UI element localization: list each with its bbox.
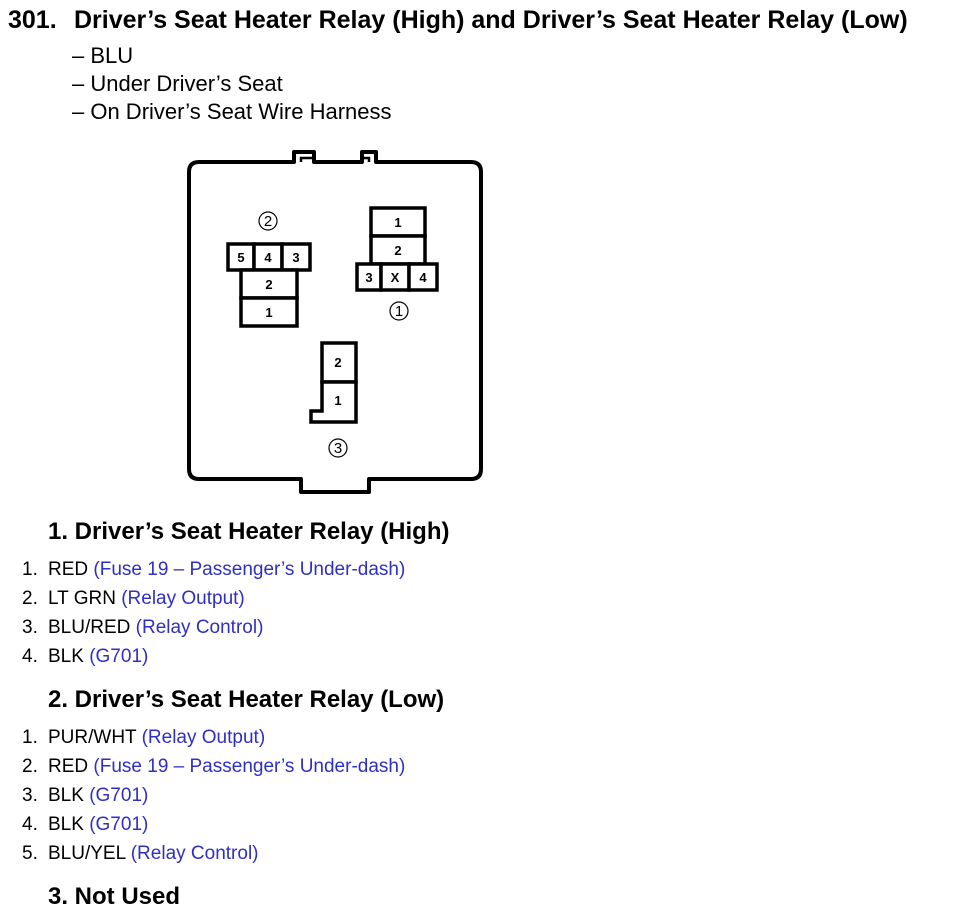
relay-2-marker-label: 2 xyxy=(263,213,273,230)
connector-3-pin-1-label: 1 xyxy=(334,393,342,408)
list-item xyxy=(22,752,405,781)
list-item xyxy=(22,613,405,642)
circuit-description: (G701) xyxy=(89,785,149,806)
wire-color: BLK xyxy=(48,646,84,667)
wire-color: LT GRN xyxy=(48,588,116,609)
circuit-description: (G701) xyxy=(89,814,149,835)
pin-index: 1. xyxy=(22,559,38,580)
connector-3 xyxy=(311,343,356,457)
item-number: 301. xyxy=(8,6,57,34)
wire-color: BLK xyxy=(48,814,84,835)
connector-3-marker-label: 3 xyxy=(333,440,343,457)
relay-2-pin-4-label: 4 xyxy=(264,250,272,265)
wire-color: BLU/RED xyxy=(48,617,131,638)
relay-2-pin-1-label: 1 xyxy=(265,305,273,320)
circuit-description: (Relay Output) xyxy=(141,727,266,748)
circuit-description: (Relay Control) xyxy=(130,843,259,864)
location-detail: – Under Driver’s Seat xyxy=(72,71,283,96)
section-title-relay-high: 1. Driver’s Seat Heater Relay (High) xyxy=(48,518,450,545)
location-details xyxy=(72,42,392,126)
wire-color: RED xyxy=(48,559,89,580)
pin-index: 2. xyxy=(22,756,38,777)
pin-index: 2. xyxy=(22,588,38,609)
relay-2 xyxy=(228,212,310,326)
mounting-detail: – On Driver’s Seat Wire Harness xyxy=(72,99,392,124)
pin-index: 5. xyxy=(22,843,38,864)
circuit-description: (Relay Output) xyxy=(121,588,245,609)
wire-color: BLU/YEL xyxy=(48,843,126,864)
relay-1-pin-3-label: 3 xyxy=(365,270,373,285)
list-item xyxy=(22,642,405,671)
relay-1-marker-label: 1 xyxy=(394,303,404,320)
relay-1-pin-2-label: 2 xyxy=(394,243,402,258)
relay-block-diagram xyxy=(170,140,490,500)
list-item xyxy=(22,555,405,584)
relay-1-pin-1-label: 1 xyxy=(394,215,402,230)
list-item xyxy=(22,584,405,613)
wire-color: BLK xyxy=(48,785,84,806)
title-text: Driver’s Seat Heater Relay (High) and Driver’s Seat Heater Relay (Low) xyxy=(74,6,908,34)
list-item xyxy=(22,781,405,810)
relay-high-pin-list xyxy=(22,555,405,671)
list-item xyxy=(22,723,405,752)
relay-1-pin-x-label: X xyxy=(390,270,400,285)
wire-color: PUR/WHT xyxy=(48,727,137,748)
pin-index: 4. xyxy=(22,814,38,835)
pin-index: 3. xyxy=(22,785,38,806)
pin-index: 3. xyxy=(22,617,38,638)
section-title-not-used: 3. Not Used xyxy=(48,883,181,910)
circuit-description: (Fuse 19 – Passenger’s Under-dash) xyxy=(93,559,406,580)
relay-1-pin-4-label: 4 xyxy=(419,270,427,285)
section-title-relay-low: 2. Driver’s Seat Heater Relay (Low) xyxy=(48,686,445,713)
relay-1 xyxy=(357,208,437,320)
relay-2-pin-3-label: 3 xyxy=(292,250,300,265)
relay-low-pin-list xyxy=(22,723,405,868)
circuit-description: (Relay Control) xyxy=(135,617,264,638)
list-item xyxy=(22,810,405,839)
page-title xyxy=(8,6,908,35)
color-detail: – BLU xyxy=(72,43,134,68)
relay-2-pin-2-label: 2 xyxy=(265,277,273,292)
wire-color: RED xyxy=(48,756,89,777)
list-item xyxy=(22,839,405,868)
circuit-description: (Fuse 19 – Passenger’s Under-dash) xyxy=(93,756,406,777)
connector-3-pin-2-label: 2 xyxy=(334,355,342,370)
pin-index: 1. xyxy=(22,727,38,748)
pin-index: 4. xyxy=(22,646,38,667)
circuit-description: (G701) xyxy=(89,646,149,667)
relay-2-pin-5-label: 5 xyxy=(237,250,245,265)
